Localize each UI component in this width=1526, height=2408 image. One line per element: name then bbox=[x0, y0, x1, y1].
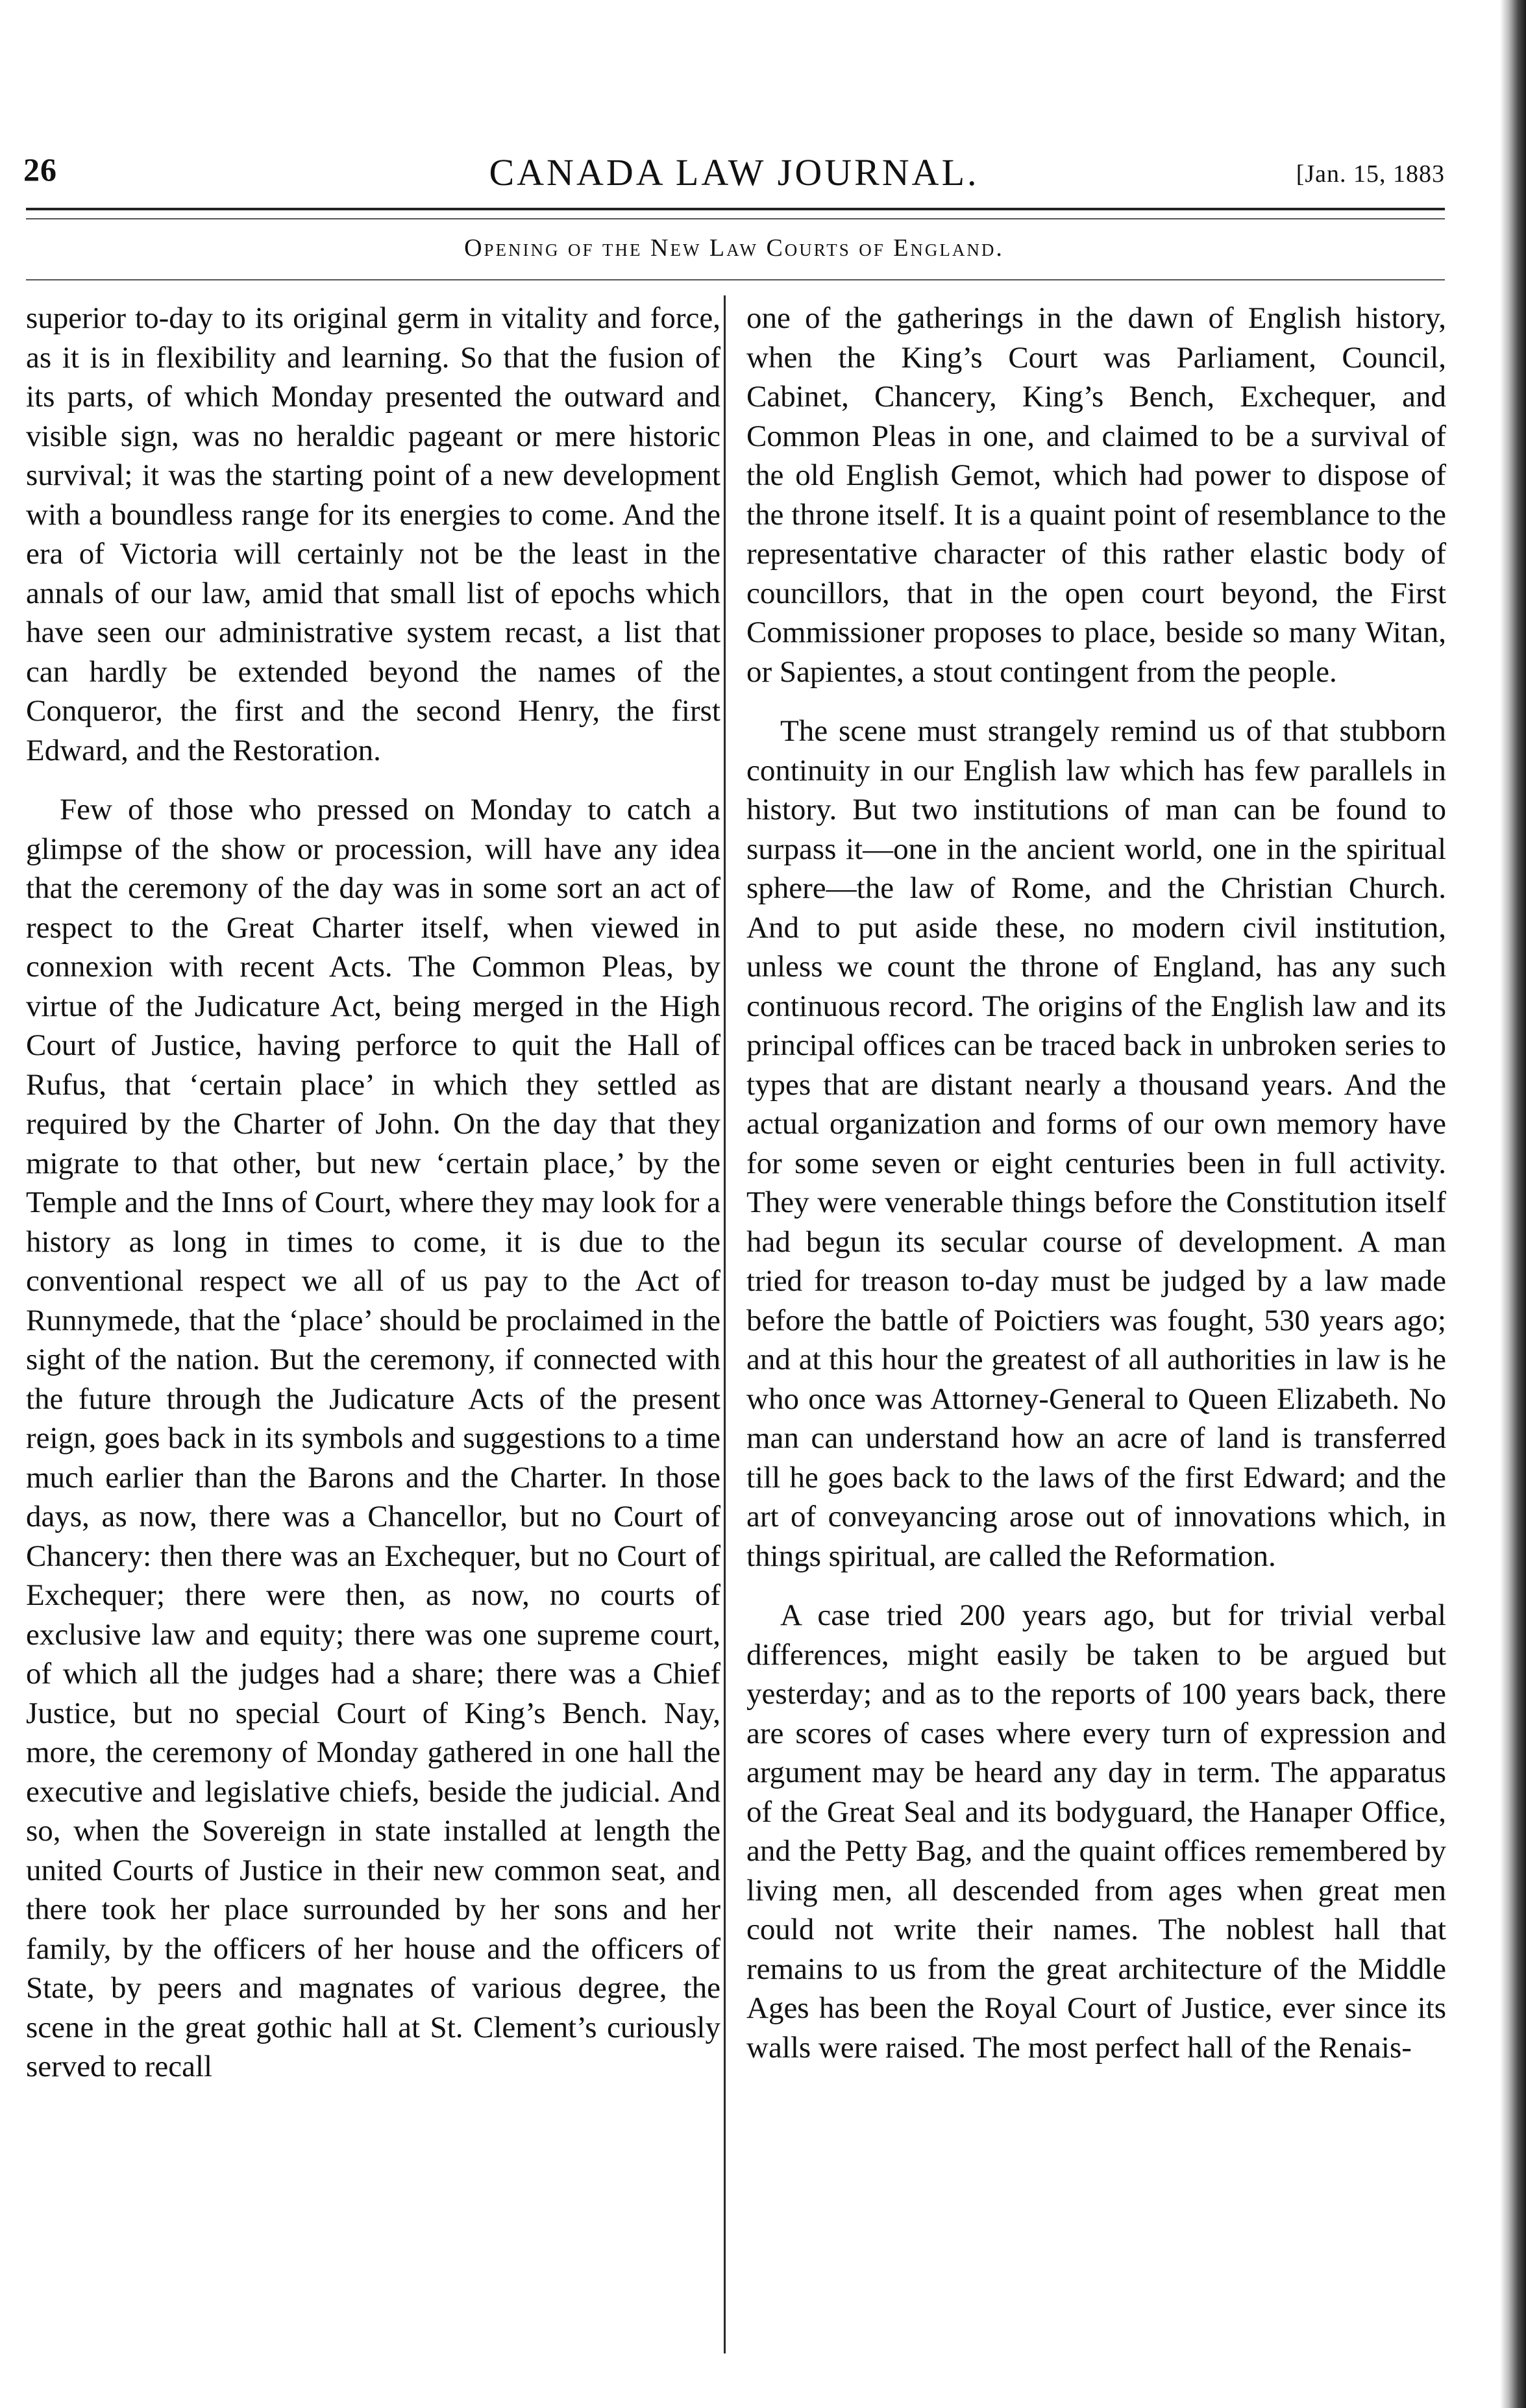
left-column bbox=[26, 299, 720, 2350]
book-spine-shadow bbox=[1500, 0, 1526, 2408]
issue-date: [Jan. 15, 1883 bbox=[1296, 160, 1445, 188]
page-number: 26 bbox=[23, 151, 57, 188]
section-title: Opening of the New Law Courts of England. bbox=[464, 234, 1004, 262]
right-paragraph-2: The scene must strangely remind us of that stubborn continuity in our English law which has few parallels in history. But two institutions of man can be found to surpass it—one in the ancient world, one in the spiritual sphere—the law of Rome, and the Christian Church. And to put aside these, no modern civil institution, unless we count the throne of England, has any such continuous record. The origins of the English law and its principal offices can be traced back in unbroken series to types that are distant nearly a thousand years. And the actual organization and forms of our own memory have for some seven or eight centuries been in full activity. They were venerable things before the Constitution itself had begun its secular course of development. A man tried for treason to-day must be judged by a law made before the battle of Poictiers was fought, 530 years ago; and at this hour the greatest of all authorities in law is he who once was Attorney-General to Queen Elizabeth. No man can understand how an acre of land is transferred till he goes back to the laws of the first Edward; and the art of conveyancing arose out of innovations which, in things spiritual, are called the Reformation. bbox=[746, 714, 1446, 1573]
column-divider bbox=[724, 295, 726, 2353]
right-paragraph-1: one of the gatherings in the dawn of English history, when the King’s Court was Parliament, Council, Cabinet, Chancery, King’s Bench, Exchequer, and Common Pleas in one, and claimed to be a survival of the old English Gemot, which had power to dispose of the throne itself. It is a quaint point of resemblance to the representative character of this rather elastic body of councillors, that in the open court beyond, the First Commissioner proposes to place, beside so many Witan, or Sapientes, a stout contingent from the people. bbox=[746, 301, 1446, 689]
left-paragraph-1: superior to-day to its original germ in vitality and force, as it is in flexibility and learning. So that the fusion of its parts, of which Monday presented the outward and visible sign, was no heraldic pageant or mere historic survival; it was the starting point of a new development with a boundless range for its energies to come. And the era of Victoria will certainly not be the least in the annals of our law, amid that small list of epochs which have seen our administrative system recast, a list that can hardly be extended beyond the names of the Conqueror, the first and the second Henry, the first Edward, and the Restoration. bbox=[26, 301, 720, 767]
page-header bbox=[23, 151, 1445, 203]
right-column bbox=[746, 299, 1446, 2350]
section-rule bbox=[26, 279, 1445, 280]
journal-title: CANADA LAW JOURNAL. bbox=[489, 151, 979, 193]
right-paragraph-3: A case tried 200 years ago, but for trivial verbal differences, might easily be taken to be argued but yesterday; and as to the reports of 100 years back, there are scores of cases where every turn of expression and argument may be heard any day in term. The apparatus of the Great Seal and its bodyguard, the Hanaper Office, and the Petty Bag, and the quaint offices remembered by living men, all descended from ages when great men could not write their names. The noblest hall that remains to us from the great architecture of the Middle Ages has been the Royal Court of Justice, ever since its walls were raised. The most perfect hall of the Renais- bbox=[746, 1598, 1446, 2065]
left-paragraph-2: Few of those who pressed on Monday to catch a glimpse of the show or procession, will have any idea that the ceremony of the day was in some sort an act of respect to the Great Charter itself, when viewed in connexion with recent Acts. The Common Pleas, by virtue of the Judicature Act, being merged in the High Court of Justice, having perforce to quit the Hall of Rufus, that ‘certain place’ in which they settled as required by the Charter of John. On the day that they migrate to that other, but new ‘certain place,’ by the Temple and the Inns of Court, where they may look for a history as long in times to come, it is due to the conventional respect we all of us pay to the Act of Runnymede, that the ‘place’ should be proclaimed in the sight of the nation. But the ceremony, if connected with the future through the Judicature Acts of the present reign, goes back in its symbols and suggestions to a time much earlier than the Barons and the Charter. In those days, as now, there was a Chancellor, but no Court of Chancery: then there was an Exchequer, but no Court of Exchequer; there were then, as now, no courts of exclusive law and equity; there was one supreme court, of which all the judges had a share; there was a Chief Justice, but no special Court of King’s Bench. Nay, more, the ceremony of Monday gathered in one hall the executive and legislative chiefs, beside the judicial. And so, when the Sovereign in state installed at length the united Courts of Justice in their new common seat, and there took her place surrounded by her sons and her family, by the officers of her house and the officers of State, by peers and magnates of various degree, the scene in the great gothic hall at St. Clement’s curiously served to recall bbox=[26, 793, 720, 2083]
header-rule-thin bbox=[26, 218, 1445, 219]
header-rule-thick bbox=[26, 208, 1445, 210]
